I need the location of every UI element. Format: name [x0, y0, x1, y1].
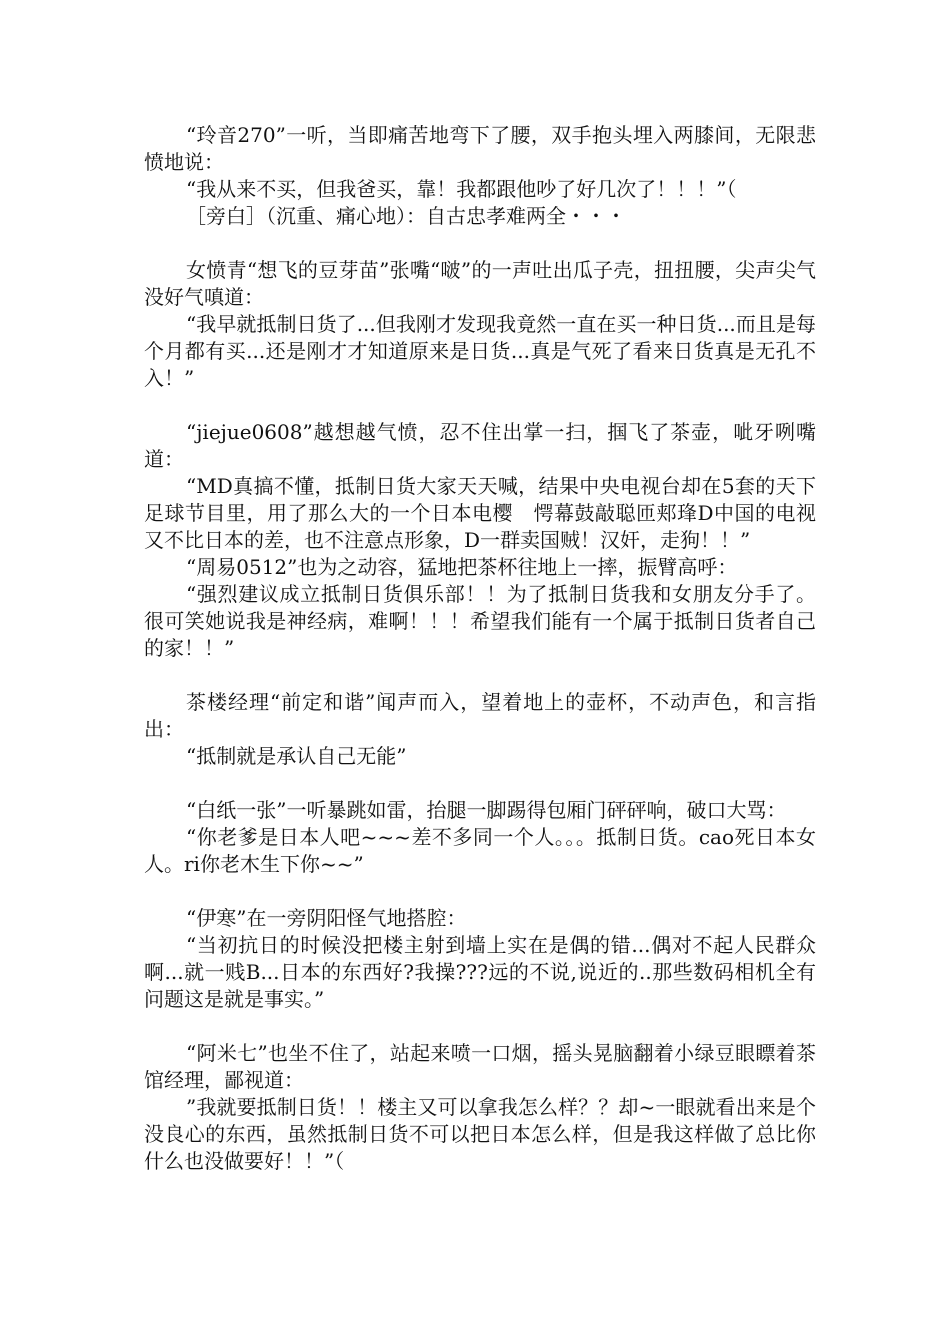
paragraph-gap [144, 770, 816, 797]
paragraph-zhouyi-quote: “强烈建议成立抵制日货俱乐部！！为了抵制日货我和女朋友分手了。很可笑她说我是神经病，难啊！！！希望我们能有一个属于抵制日货者自己的家！！” [144, 582, 816, 660]
paragraph-linyin-quote: “我从来不买，但我爸买，靠！我都跟他吵了好几次了！！！”（ [186, 177, 737, 201]
paragraph-manager-quote: “抵制就是承认自己无能” [186, 744, 407, 768]
paragraph-manager-intro: 茶楼经理“前定和谐”闻声而入，望着地上的壶杯，不动声色，和言指出： [144, 690, 816, 741]
paragraph-yihan-intro: “伊寒”在一旁阴阳怪气地搭腔： [186, 906, 467, 930]
paragraph-gap [144, 1013, 816, 1040]
paragraph-gap [144, 392, 816, 419]
paragraph-zhouyi-intro: “周易0512”也为之动容，猛地把茶杯往地上一摔，振臂高呼： [186, 555, 738, 579]
paragraph-gap [144, 230, 816, 257]
paragraph-amiqi-quote: ”我就要抵制日货！！楼主又可以拿我怎么样？？却~一眼就看出来是个没良心的东西，虽然抵制日货不可以把日本怎么样，但是我这样做了总比你什么也没做要好！！”（ [144, 1095, 816, 1173]
paragraph-jiejue-quote: “MD真搞不懂，抵制日货大家天天喊，结果中央电视台却在5套的天下足球节目里，用了那么大的一个日本电樱 愕幕鼓敲聪匝郏琒D中国的电视又不比日本的差，也不注意点形象，D一群卖国贼！汉奸，走狗！！” [144, 474, 816, 552]
paragraph-baizhi-intro: “白纸一张”一听暴跳如雷，抬腿一脚踢得包厢门砰砰响，破口大骂： [186, 798, 787, 822]
paragraph-gap [144, 662, 816, 689]
paragraph-jiejue-intro: “jiejue0608”越想越气愤，忍不住出掌一扫，掴飞了茶壶，呲牙咧嘴道： [144, 420, 816, 471]
paragraph-yihan-quote: “当初抗日的时候没把楼主射到墙上实在是偶的错...偶对不起人民群众啊...就一贱B...日本的东西好?我操???远的不说,说近的..那些数码相机全有问题这是就是事实。” [144, 933, 816, 1011]
paragraph-narration: ［旁白］（沉重、痛心地）：自古忠孝难两全・・・ [186, 204, 626, 228]
document-page [144, 122, 816, 1175]
paragraph-amiqi-intro: “阿米七”也坐不住了，站起来喷一口烟，摇头晃脑翻着小绿豆眼瞟着茶馆经理，鄙视道： [144, 1041, 816, 1092]
paragraph-douyamiao-intro: 女愤青“想飞的豆芽苗”张嘴“啵”的一声吐出瓜子壳，扭扭腰，尖声尖气没好气嗔道： [144, 258, 816, 309]
paragraph-linyin-intro: “玲音270”一听，当即痛苦地弯下了腰，双手抱头埋入两膝间，无限悲愤地说： [144, 123, 816, 174]
paragraph-gap [144, 878, 816, 905]
paragraph-douyamiao-quote: “我早就抵制日货了...但我刚才发现我竟然一直在买一种日货...而且是每个月都有买...还是刚才才知道原来是日货...真是气死了看来日货真是无孔不入！” [144, 312, 816, 390]
paragraph-baizhi-quote: “你老爹是日本人吧~~~差不多同一个人。。。抵制日货。cao死日本女人。ri你老木生下你~~” [144, 825, 816, 876]
